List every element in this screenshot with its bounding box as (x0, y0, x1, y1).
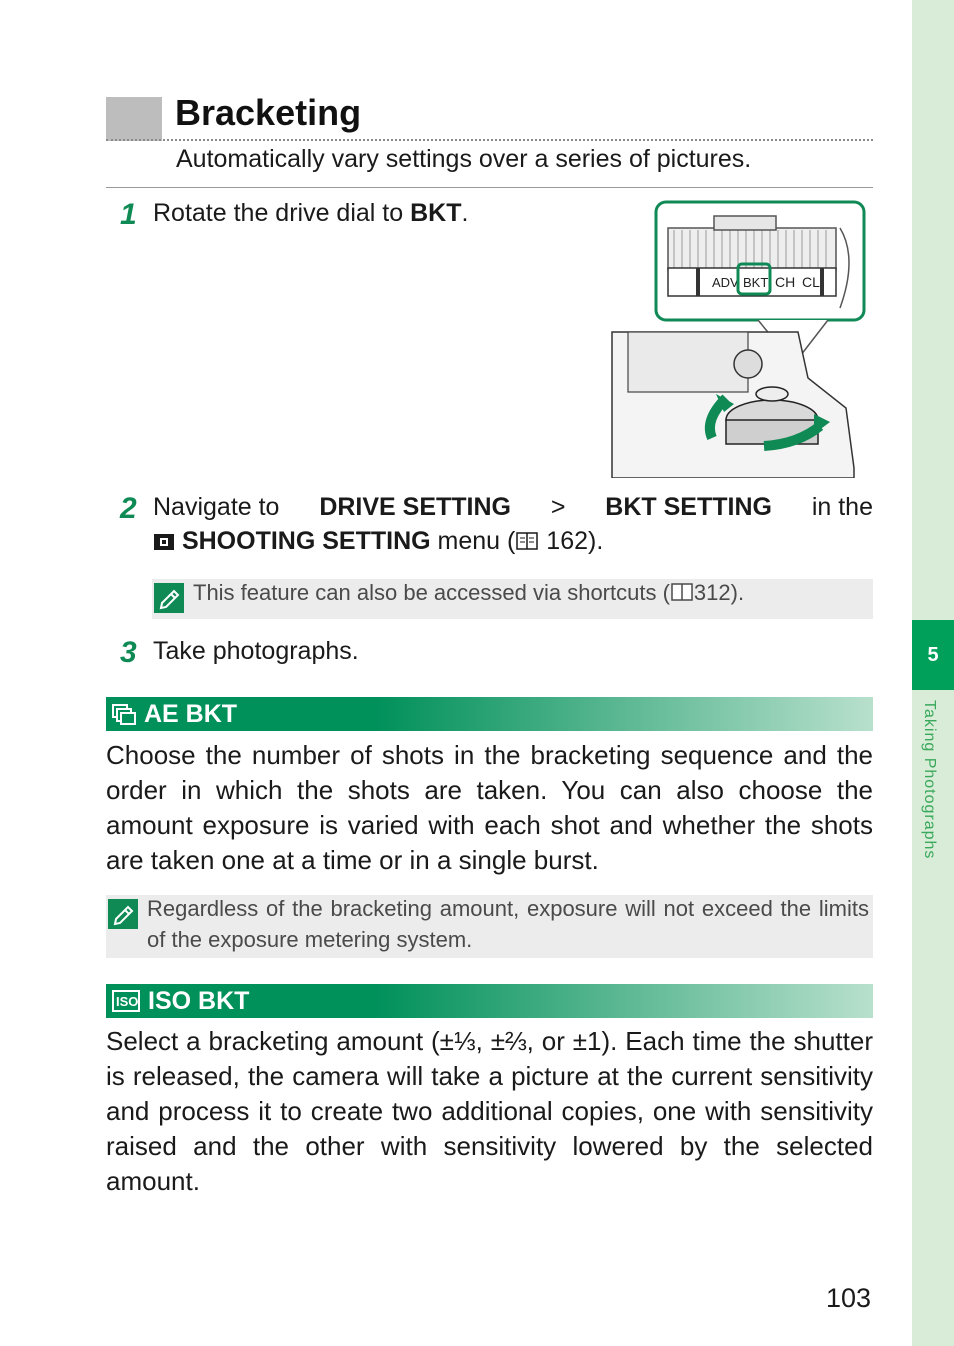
note-icon (154, 583, 184, 613)
dial-label-bkt: BKT (743, 275, 769, 290)
chapter-label: Taking Photographs (921, 700, 938, 860)
note-box-shortcuts (152, 579, 873, 619)
title-divider (106, 139, 873, 141)
page-title: Bracketing (175, 92, 362, 133)
title-marker (106, 97, 162, 141)
step-2-number: 2 (120, 492, 137, 525)
step-3-number: 3 (120, 636, 137, 669)
note-box-exposure (106, 895, 873, 958)
step-1-text (153, 196, 468, 230)
note-icon (108, 899, 138, 929)
menu-separator: > (550, 493, 566, 521)
note-shortcuts-page-ref: 312). (693, 580, 745, 605)
header-divider (106, 187, 873, 188)
dial-divider-right (820, 268, 824, 296)
bracket-icon (112, 703, 136, 725)
svg-text:ISO: ISO (116, 994, 139, 1009)
step-1-text-a: Rotate the drive dial to (153, 199, 411, 227)
step-2-text (153, 490, 873, 558)
step-1-number: 1 (120, 198, 137, 231)
page-number: 103 (826, 1283, 872, 1313)
menu-item-bkt-setting: BKT SETTING (605, 493, 772, 521)
chapter-tab: 5 (912, 620, 954, 690)
step-1-text-c: . (461, 199, 469, 227)
book-icon (515, 531, 539, 551)
note-shortcuts-text (193, 577, 744, 608)
book-icon (670, 582, 694, 602)
section-bar-iso-bkt (106, 984, 873, 1018)
ae-bkt-body: Choose the number of shots in the bracketing sequence and the order in which the shots are taken. You can also choose the amount exposure is varied with each shot and whether the shots are taken one at a time or in a single burst. (106, 740, 873, 875)
step-2-page-ref: 162). (546, 527, 604, 555)
dial-label-ch: CH (775, 274, 796, 290)
step-2-navigate: Navigate to (153, 493, 280, 521)
camera-button (734, 350, 762, 378)
dial-divider-left (696, 268, 700, 296)
camera-top-plate (628, 332, 748, 392)
page-subtitle: Automatically vary settings over a series of pictures. (176, 145, 752, 173)
dial-label-cl: CL (802, 274, 820, 290)
section-title-iso-bkt: ISO BKT (148, 987, 250, 1015)
section-title-ae-bkt: AE BKT (144, 700, 238, 728)
dial-lock-button (756, 387, 788, 401)
iso-icon (112, 990, 140, 1012)
dial-label-adv: ADV (712, 275, 739, 290)
dial-top (714, 216, 776, 230)
menu-item-drive-setting: DRIVE SETTING (319, 493, 511, 521)
step-2-line-1 (153, 490, 873, 524)
note-exposure-text: Regardless of the bracketing amount, exposure will not exceed the limits of the exposure metering system. (147, 896, 869, 952)
step-2-in-the: in the (811, 493, 873, 521)
iso-bkt-body: Select a bracketing amount (±⅓, ±⅔, or ±1). Each time the shutter is released, the camera will take a picture at the current sensitivity and process it to create two additional copies, one with sensitivity raised and the other with sensitivity lowered by the selected amount. (106, 1026, 873, 1196)
step-2-line-2 (153, 524, 873, 558)
step-3-text: Take photographs. (153, 637, 359, 665)
note-shortcuts-body: This feature can also be accessed via shortcuts ( (193, 580, 670, 605)
section-bar-ae-bkt (106, 697, 873, 731)
step-1-bkt: BKT (410, 199, 462, 227)
menu-name-shooting-setting: SHOOTING SETTING (181, 527, 431, 555)
camera-icon (153, 531, 175, 551)
step-2-menu-word: menu ( (437, 527, 516, 555)
camera-dial-illustration (608, 198, 870, 478)
